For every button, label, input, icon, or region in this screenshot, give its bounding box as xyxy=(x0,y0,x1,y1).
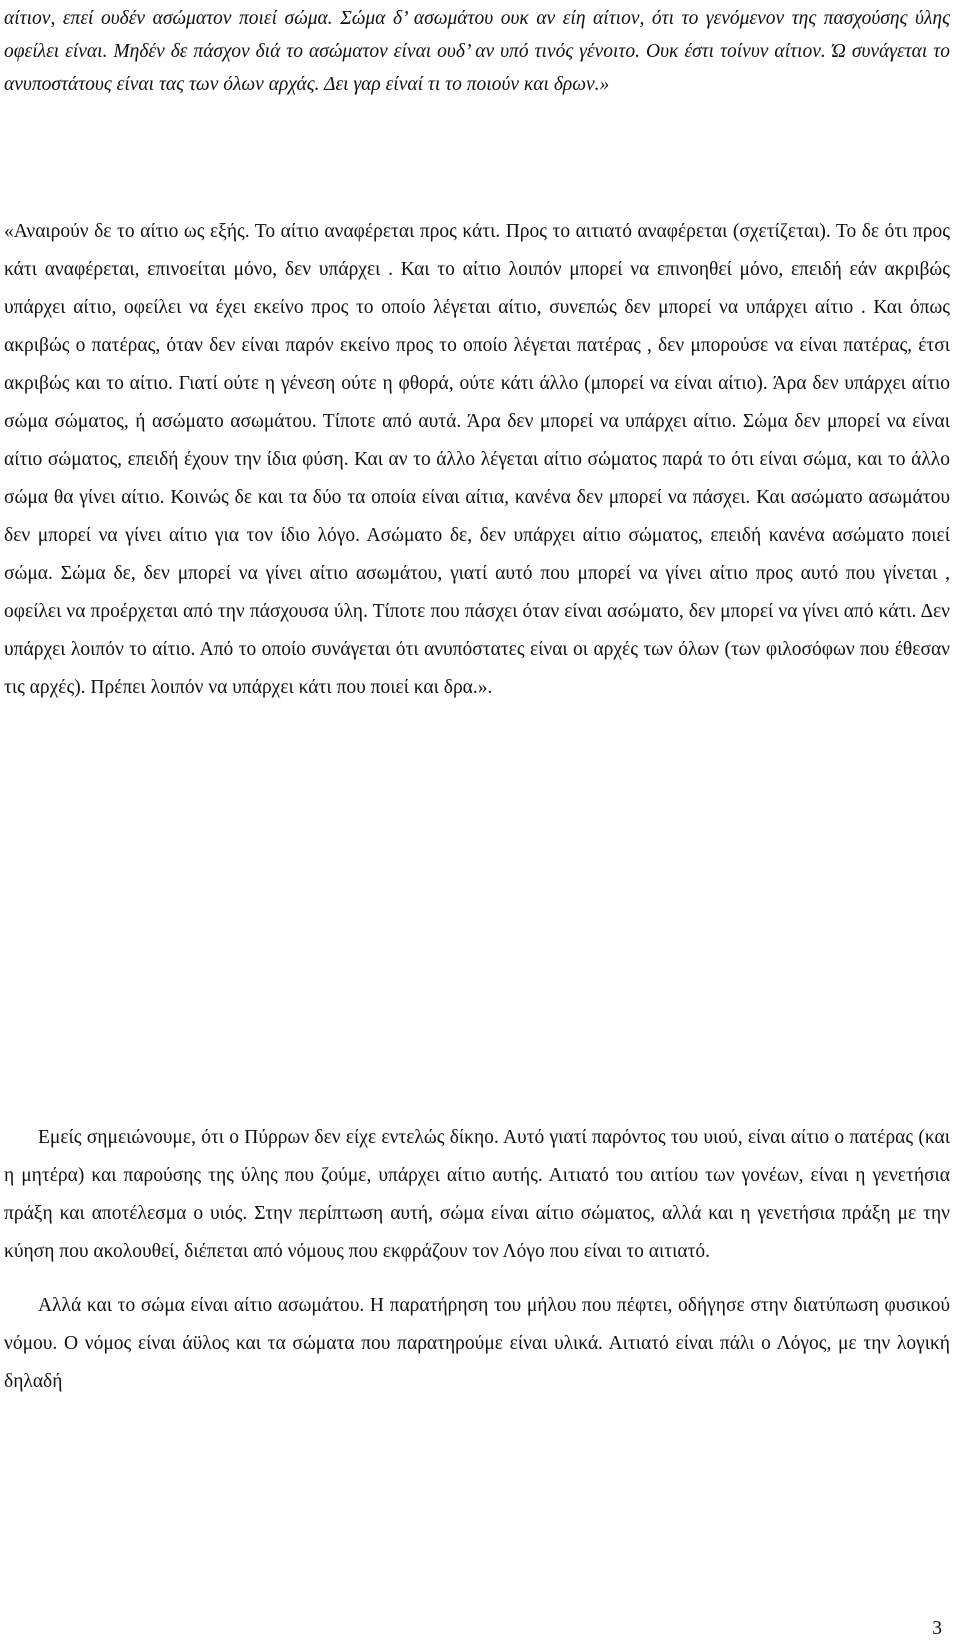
commentary-paragraph-2: Αλλά και το σώμα είναι αίτιο ασωμάτου. Η παρατήρηση του μήλου που πέφτει, οδήγησε στην διατύπωση φυσικού νόμου. Ο νόμος είναι άϋλος και τα σώματα που παρατηρούμε είναι υλικά. Αιτιατό είναι πάλι ο Λόγος, με την λογική δηλαδή xyxy=(4,1295,950,1392)
commentary-paragraph-1: Εμείς σημειώνουμε, ότι ο Πύρρων δεν είχε εντελώς δίκηο. Αυτό γιατί παρόντος του υιού, είναι αίτιο ο πατέρας (και η μητέρα) και παρούσης της ύλης που ζούμε, υπάρχει αίτιο αυτής. Αιτιατό του αιτίου των γονέων, είναι η γενετήσια πράξη και αποτέλεσμα ο υιός. Στην περίπτωση αυτή, σώμα είναι αίτιο σώματος, αλλά και η γενετήσια πράξη με την κύηση που ακολουθεί, διέπεται από νόμους που εκφράζουν τον Λόγο που είναι το αιτιατό. xyxy=(4,1127,950,1262)
quote-paragraph-italic: αίτιον, επεί ουδέν ασώματον ποιεί σώμα. Σώμα δ’ ασωμάτου ουκ αν είη αίτιον, ότι το γενόμενον της πασχούσης ύλης οφείλει είναι. Μηδέν δε πάσχον διά το ασώματον είναι ουδ’ αν υπό τινός γένοιτο. Ουκ έστι τοίνυν αίτιον. Ώ συνάγεται το ανυποστάτους είναι τας των όλων αρχάς. Δει γαρ είναί τι το ποιούν και δρων.» xyxy=(4,8,950,95)
page-number: 3 xyxy=(932,1618,942,1639)
commentary-block xyxy=(4,1119,950,1401)
greek-quotation-block xyxy=(4,2,950,101)
quote-translation-paragraph: «Αναιρούν δε το αίτιο ως εξής. Το αίτιο αναφέρεται προς κάτι. Προς το αιτιατό αναφέρεται (σχετίζεται). Το δε ότι προς κάτι αναφέρεται, επινοείται μόνο, δεν υπάρχει . Και το αίτιο λοιπόν μπορεί να επινοηθεί μόνο, επειδή εάν ακριβώς υπάρχει αίτιο, οφείλει να έχει εκείνο προς το οποίο λέγεται αίτιο, συνεπώς δεν μπορεί να υπάρχει αίτιο . Και όπως ακριβώς ο πατέρας, όταν δεν είναι παρόν εκείνο προς το οποίο λέγεται πατέρας , δεν μπορούσε να είναι πατέρας, έτσι ακριβώς και το αίτιο. Γιατί ούτε η γένεση ούτε η φθορά, ούτε κάτι άλλο (μπορεί να είναι αίτιο). Άρα δεν υπάρχει αίτιο σώμα σώματος, ή ασώματο ασωμάτου. Τίποτε από αυτά. Άρα δεν μπορεί να υπάρχει αίτιο. Σώμα δεν μπορεί να είναι αίτιο σώματος, επειδή έχουν την ίδια φύση. Και αν το άλλο λέγεται αίτιο σώματος παρά το ότι είναι σώμα, και το άλλο σώμα θα γίνει αίτιο. Κοινώς δε και τα δύο τα οποία είναι αίτια, κανένα δεν μπορεί να πάσχει. Και ασώματο ασωμάτου δεν μπορεί να γίνει αίτιο για τον ίδιο λόγο. Ασώματο δε, δεν υπάρχει αίτιο σώματος, επειδή κανένα ασώματο ποιεί σώμα. Σώμα δε, δεν μπορεί να γίνει αίτιο ασωμάτου, γιατί αυτό που μπορεί να γίνει αίτιο προς αυτό που γίνεται , οφείλει να προέρχεται από την πάσχουσα ύλη. Τίποτε που πάσχει όταν είναι ασώματο, δεν μπορεί να γίνει από κάτι. Δεν υπάρχει λοιπόν το αίτιο. Από το οποίο συνάγεται ότι ανυπόστατες είναι οι αρχές των όλων (των φιλοσόφων που έθεσαν τις αρχές). Πρέπει λοιπόν να υπάρχει κάτι που ποιεί και δρα.». xyxy=(4,221,950,698)
translation-block xyxy=(4,213,950,707)
